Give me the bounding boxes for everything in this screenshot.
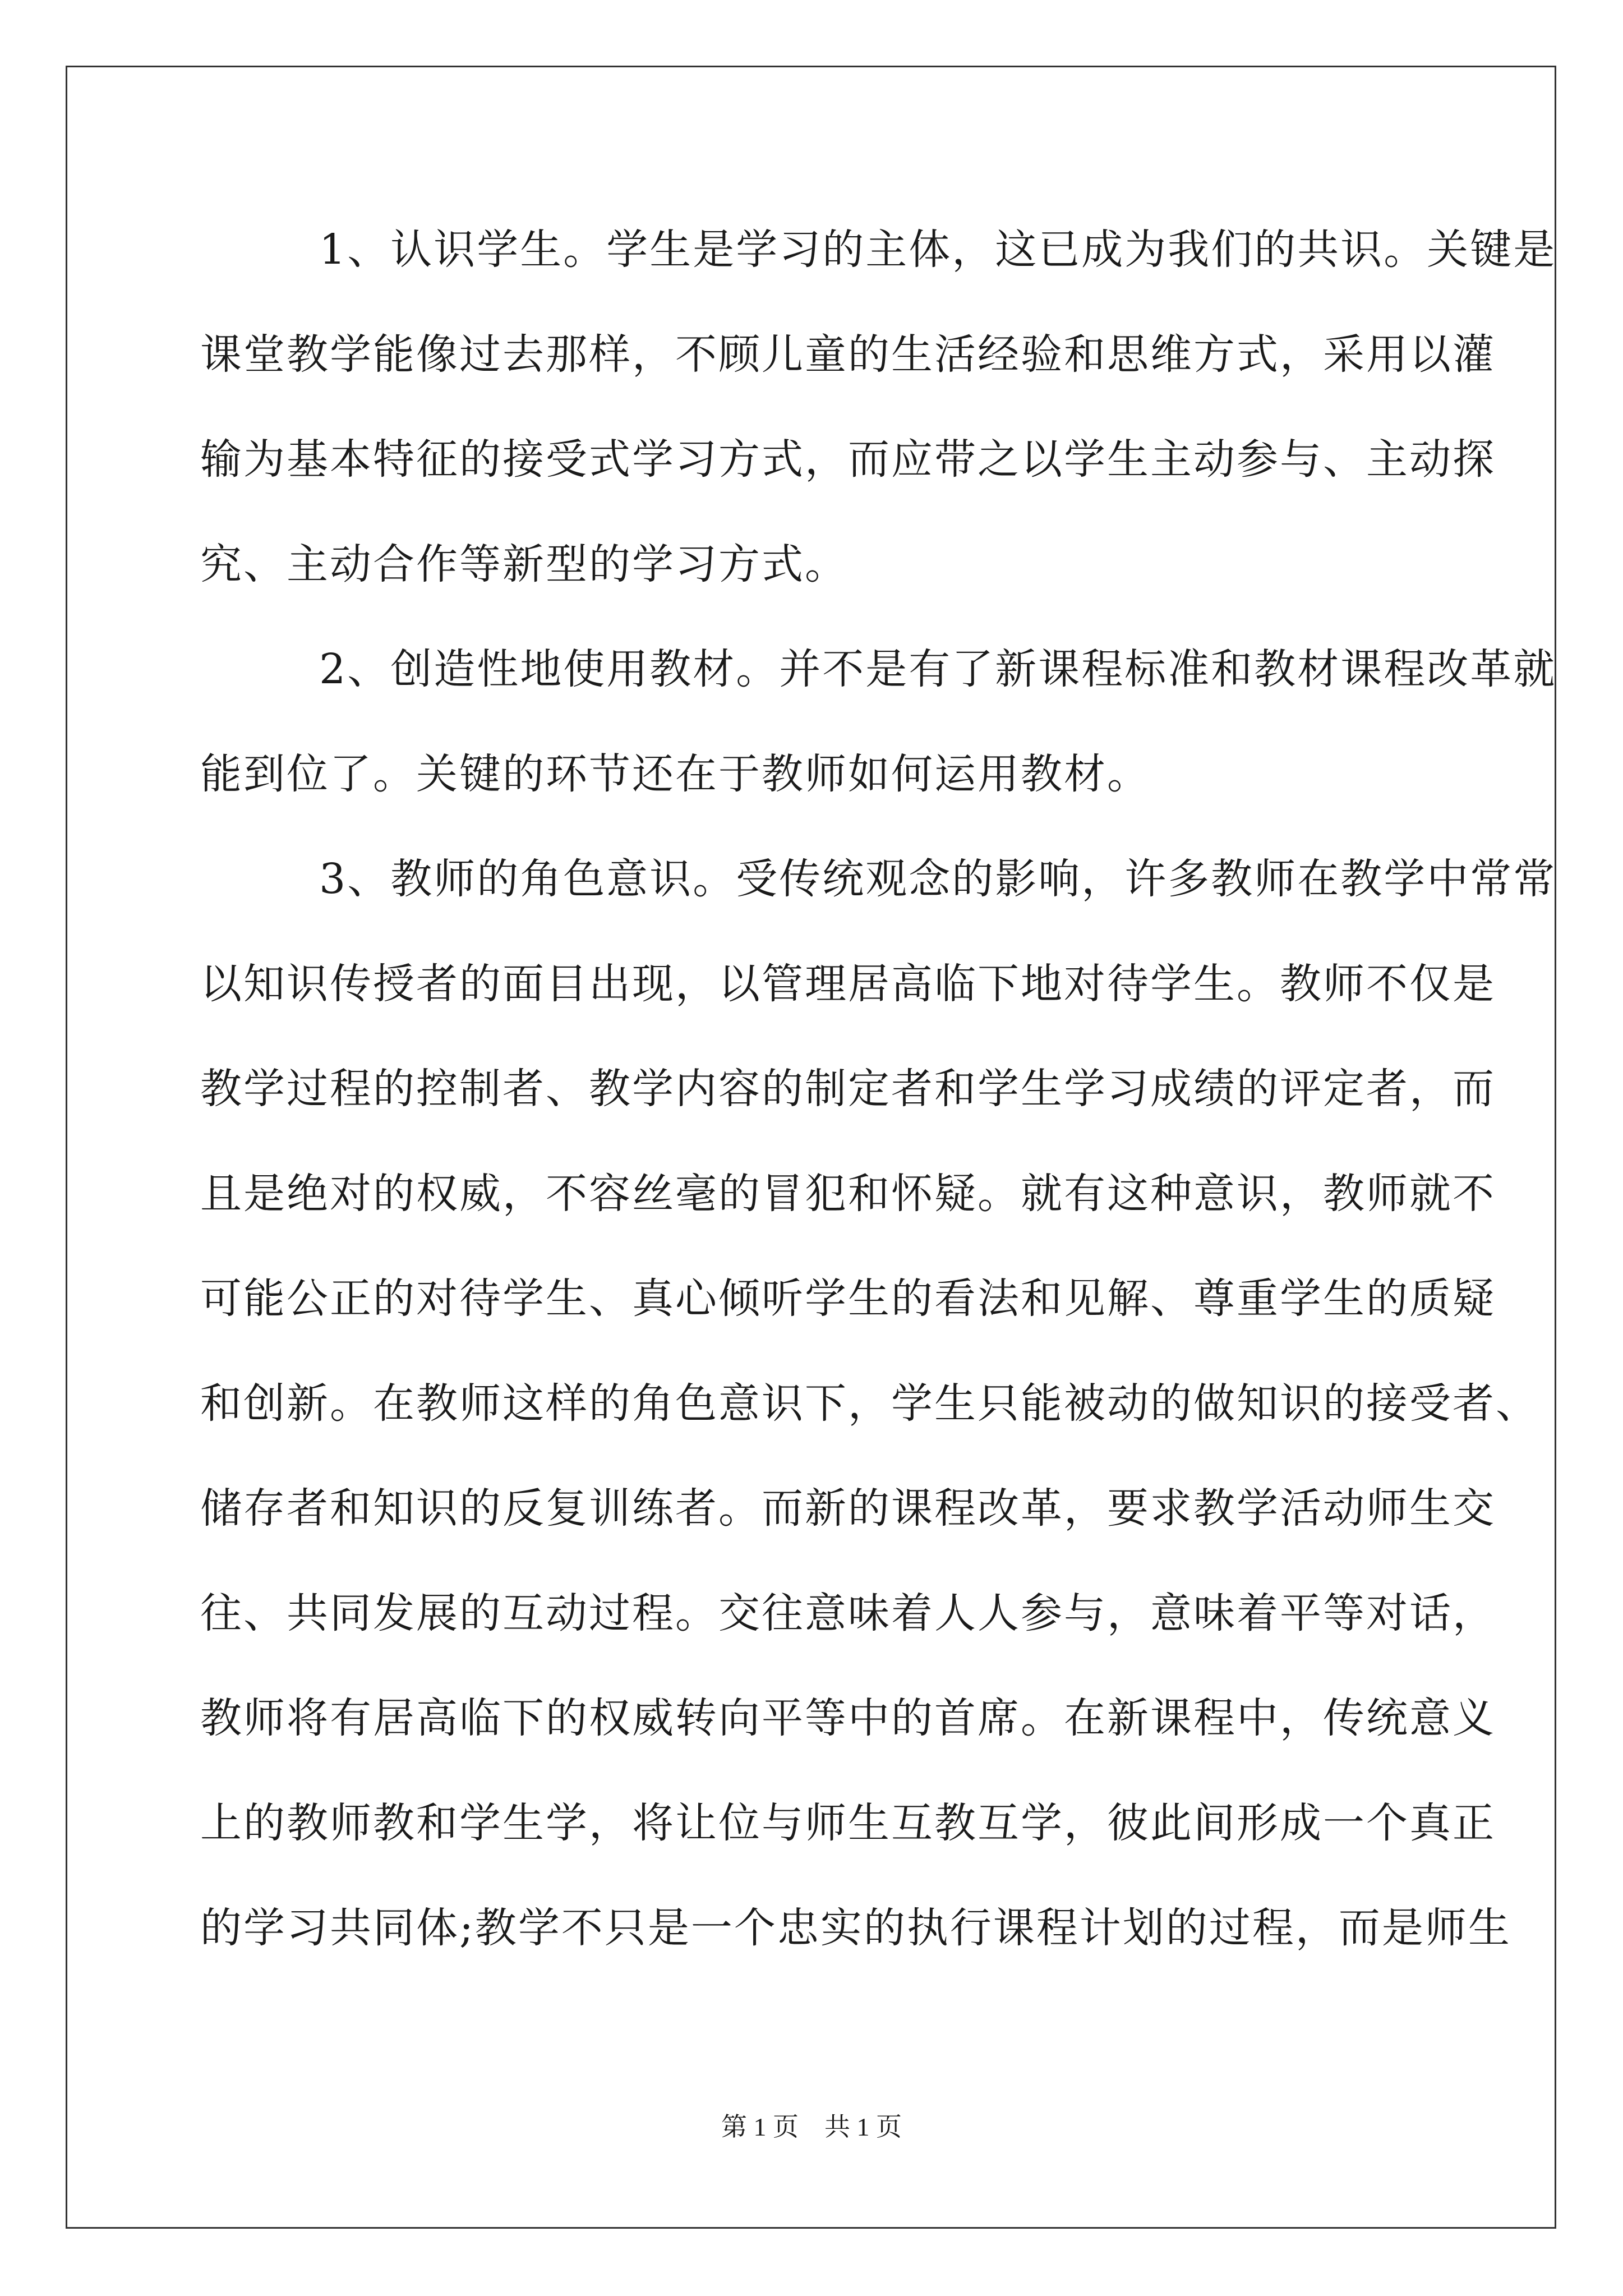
text-line: 往、共同发展的互动过程。交往意味着人人参与，意味着平等对话， bbox=[200, 1589, 1496, 1637]
text-line: 3、教师的角色意识。受传统观念的影响，许多教师在教学中常常 bbox=[200, 855, 1557, 903]
text-line: 能到位了。关键的环节还在于教师如何运用教材。 bbox=[200, 750, 1150, 798]
text-line: 上的教师教和学生学，将让位与师生互教互学，彼此间形成一个真正 bbox=[200, 1799, 1496, 1847]
text-line: 输为基本特征的接受式学习方式，而应带之以学生主动参与、主动探 bbox=[200, 435, 1496, 484]
text-line: 1、认识学生。学生是学习的主体，这已成为我们的共识。关键是 bbox=[200, 226, 1557, 274]
text-line: 可能公正的对待学生、真心倾听学生的看法和见解、尊重学生的质疑 bbox=[200, 1274, 1496, 1323]
text-line: 且是绝对的权威，不容丝毫的冒犯和怀疑。就有这种意识，教师就不 bbox=[200, 1170, 1496, 1218]
text-line: 储存者和知识的反复训练者。而新的课程改革，要求教学活动师生交 bbox=[200, 1484, 1496, 1533]
text-line: 以知识传授者的面目出现，以管理居高临下地对待学生。教师不仅是 bbox=[200, 960, 1496, 1008]
text-line: 究、主动合作等新型的学习方式。 bbox=[200, 540, 848, 588]
text-line: 教学过程的控制者、教学内容的制定者和学生学习成绩的评定者，而 bbox=[200, 1065, 1496, 1113]
text-line: 教师将有居高临下的权威转向平等中的首席。在新课程中，传统意义 bbox=[200, 1694, 1496, 1742]
document-body bbox=[200, 216, 1557, 1999]
text-line: 课堂教学能像过去那样，不顾儿童的生活经验和思维方式，采用以灌 bbox=[200, 330, 1496, 379]
text-line: 的学习共同体;教学不只是一个忠实的执行课程计划的过程，而是师生 bbox=[200, 1904, 1511, 1952]
text-line: 和创新。在教师这样的角色意识下，学生只能被动的做知识的接受者、 bbox=[200, 1379, 1539, 1428]
page-footer: 第 1 页 共 1 页 bbox=[721, 2113, 902, 2141]
text-line: 2、创造性地使用教材。并不是有了新课程标准和教材课程改革就 bbox=[200, 645, 1557, 693]
